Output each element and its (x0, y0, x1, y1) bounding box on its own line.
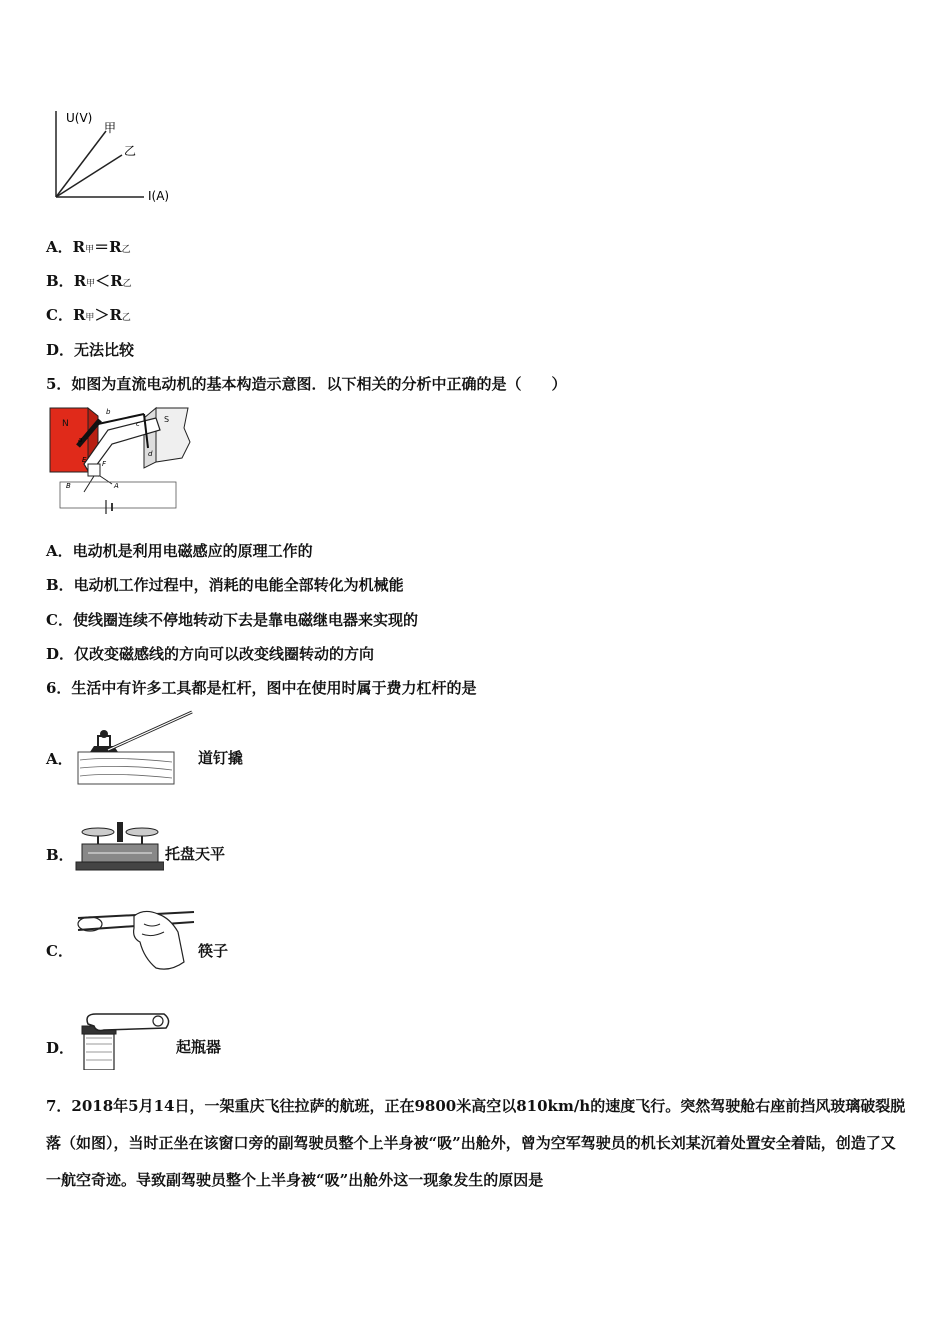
bottle-opener-image (74, 1004, 174, 1070)
label-d: d (148, 450, 153, 458)
chopsticks-image (74, 902, 198, 978)
q4-option-c: C．R甲＞R乙 (46, 306, 131, 324)
commutator (88, 464, 100, 476)
label-A: A (114, 482, 119, 490)
q5-option-a: A．电动机是利用电磁感应的原理工作的 (46, 542, 313, 560)
q6-option-d-label: 起瓶器 (176, 1038, 222, 1056)
label-n: N (62, 419, 69, 429)
label-B: B (66, 482, 71, 490)
label-b: b (106, 408, 111, 416)
q6-option-a-letter: A． (46, 750, 73, 768)
dc-motor-diagram (44, 402, 194, 520)
u-i-graph (44, 105, 184, 205)
x-axis-label: I(A) (148, 189, 170, 203)
y-axis-label: U(V) (66, 111, 93, 125)
label-e: E (82, 456, 87, 464)
line-jia-label: 甲 (104, 121, 117, 135)
q5-option-b: B．电动机工作过程中，消耗的电能全部转化为机械能 (46, 576, 404, 594)
label-c: c (136, 420, 140, 428)
q4-option-a: A．R甲＝R乙 (46, 238, 131, 256)
q6-option-b-letter: B． (46, 846, 74, 864)
q6-option-b-label: 托盘天平 (165, 845, 226, 863)
balance-image (74, 816, 164, 876)
q6-option-d-letter: D． (46, 1039, 75, 1057)
south-magnet (156, 408, 190, 462)
q5-option-d: D．仅改变磁感线的方向可以改变线圈转动的方向 (46, 645, 375, 663)
q5-option-c: C．使线圈连续不停地转动下去是靠电磁继电器来实现的 (46, 611, 418, 629)
q7-text: 7．2018年5月14日，一架重庆飞往拉萨的航班，正在9800米高空以810km/h的速度飞行。突然驾驶舱右座前挡风玻璃破裂脱落（如图），当时正坐在该窗口旁的副驾驶员整个上半身被“吸”出舱外，曾为空军驾驶员的机长刘某沉着处置安全着陆，创造了又一航空奇迹。导致副驾驶员整个上半身被“吸”出舱外这一现象发生的原因是 (46, 1097, 906, 1189)
spike-lever-image (74, 706, 198, 790)
line-yi (56, 155, 122, 197)
label-s: S (164, 415, 170, 424)
q4-option-b: B．R甲＜R乙 (46, 272, 132, 290)
q6-option-a-label: 道钉撬 (198, 749, 244, 767)
q5-stem: 5．如图为直流电动机的基本构造示意图．以下相关的分析中正确的是（ ） (46, 375, 567, 393)
q6-option-c-letter: C． (46, 942, 73, 960)
q4-option-d: D．无法比较 (46, 341, 135, 359)
label-f: F (102, 460, 107, 468)
label-a: a (78, 436, 83, 444)
q6-option-c-label: 筷子 (198, 942, 229, 960)
line-yi-label: 乙 (124, 144, 137, 158)
line-jia (56, 131, 106, 197)
q6-stem: 6．生活中有许多工具都是杠杆，图中在使用时属于费力杠杆的是 (46, 679, 477, 697)
